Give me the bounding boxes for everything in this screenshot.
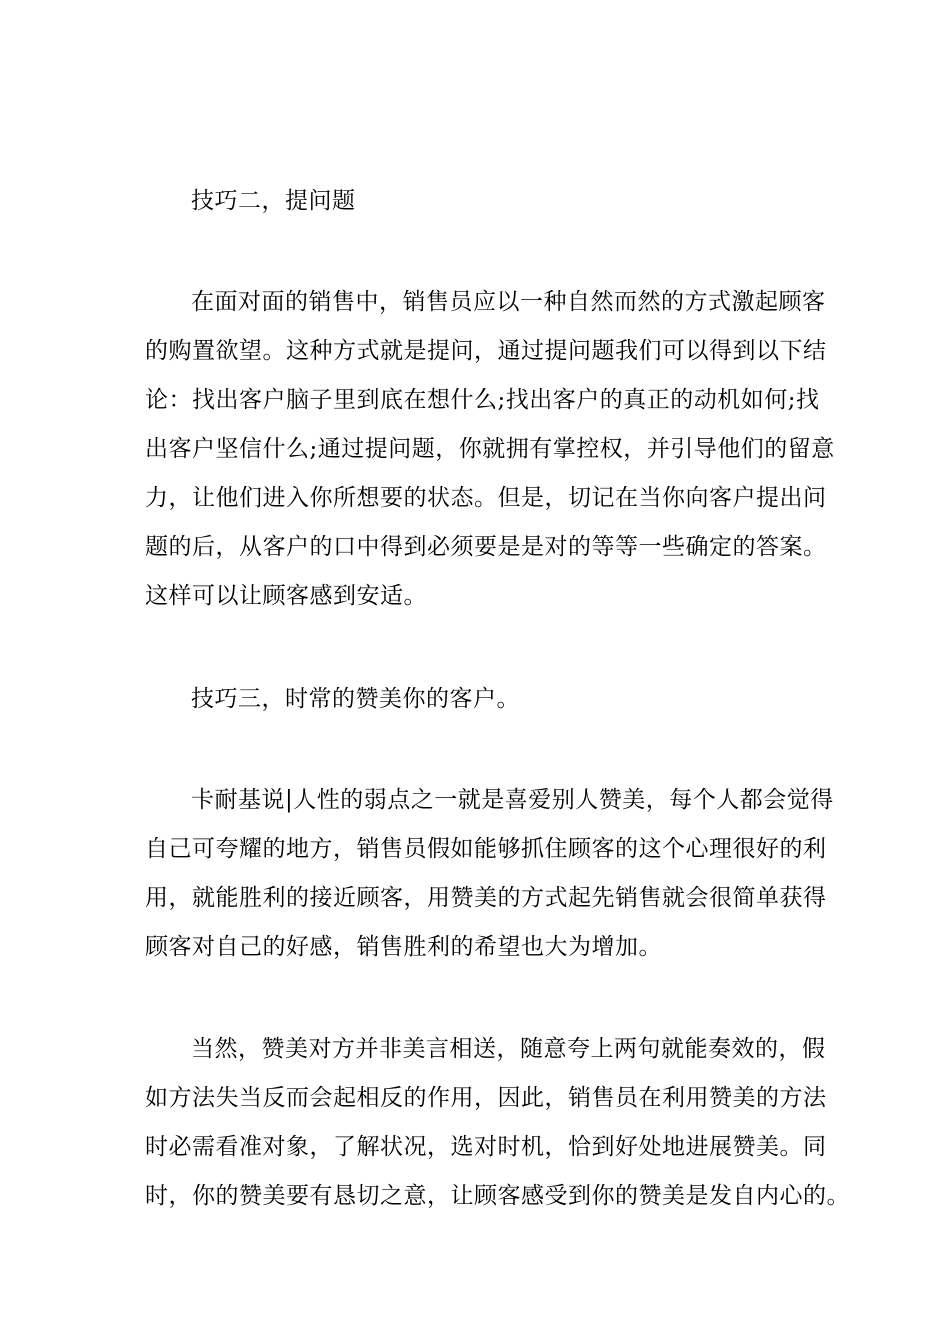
section-heading-technique-2: 技巧二，提问题 <box>191 188 356 214</box>
paragraph-line: 时必需看准对象，了解状况，选对时机，恰到好处地进展赞美。同 <box>145 1134 827 1160</box>
paragraph-line: 当然，赞美对方并非美言相送，随意夸上两句就能奏效的，假 <box>191 1036 826 1062</box>
paragraph-line: 的购置欲望。这种方式就是提问，通过提问题我们可以得到以下结 <box>145 338 827 364</box>
paragraph-line: 出客户坚信什么;通过提问题，你就拥有掌控权，并引导他们的留意 <box>145 436 835 462</box>
paragraph-line: 用，就能胜利的接近顾客，用赞美的方式起先销售就会很简单获得 <box>145 885 827 911</box>
paragraph-line: 题的后，从客户的口中得到必须要是是对的等等一些确定的答案。 <box>145 534 827 560</box>
paragraph-line: 顾客对自己的好感，销售胜利的希望也大为增加。 <box>145 934 662 960</box>
paragraph-line: 时，你的赞美要有恳切之意，让顾客感受到你的赞美是发自内心的。 <box>145 1183 850 1209</box>
paragraph-line: 如方法失当反而会起相反的作用，因此，销售员在利用赞美的方法 <box>145 1085 827 1111</box>
paragraph-line: 论：找出客户脑子里到底在想什么;找出客户的真正的动机如何;找 <box>145 387 820 413</box>
section-heading-technique-3: 技巧三，时常的赞美你的客户。 <box>191 686 520 712</box>
paragraph-line: 这样可以让顾客感到安适。 <box>145 583 427 609</box>
paragraph-line: 力，让他们进入你所想要的状态。但是，切记在当你向客户提出问 <box>145 485 827 511</box>
paragraph-line: 自己可夸耀的地方，销售员假如能够抓住顾客的这个心理很好的利 <box>145 836 827 862</box>
paragraph-line: 卡耐基说|人性的弱点之一就是喜爱别人赞美，每个人都会觉得 <box>191 787 834 813</box>
paragraph-line: 在面对面的销售中，销售员应以一种自然而然的方式激起顾客 <box>191 289 826 315</box>
